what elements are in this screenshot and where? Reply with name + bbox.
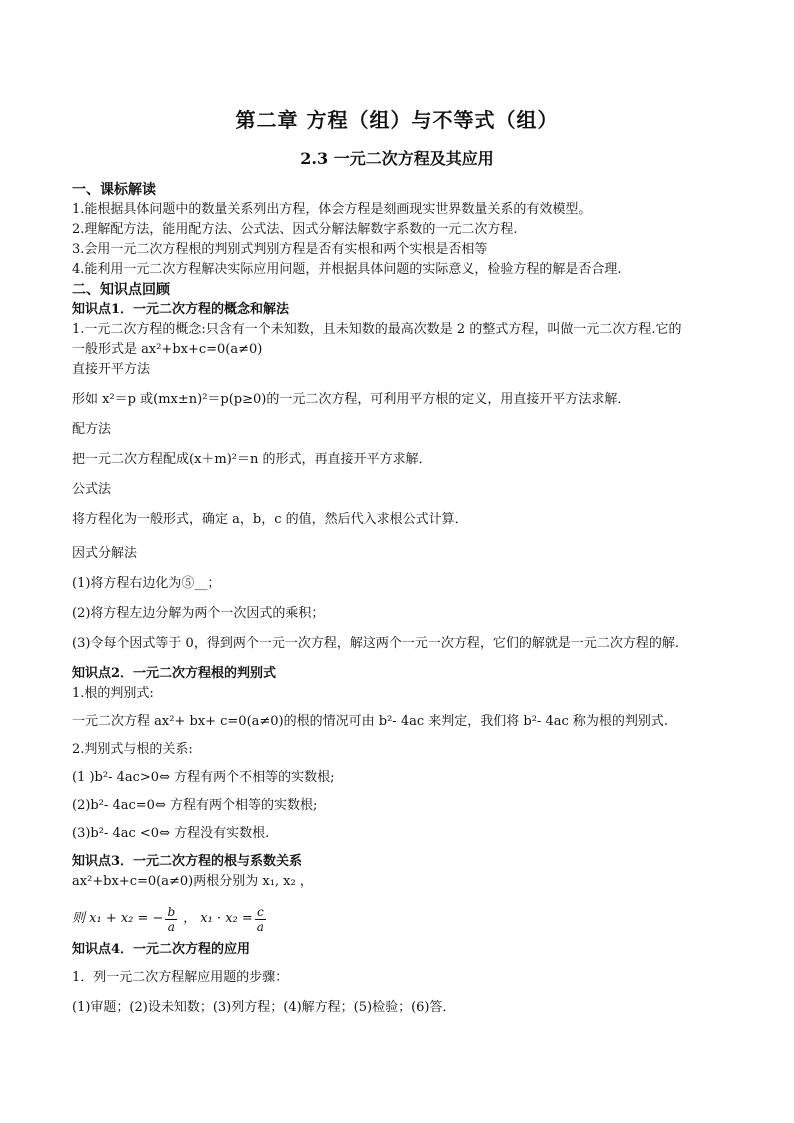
factoring-step-2: (2)将方程左边分解为两个一次因式的乘积；: [72, 606, 325, 621]
method-title-completing-square: 配方法: [72, 422, 112, 437]
fraction-denominator: a: [256, 919, 264, 934]
section-title: 2.3 一元二次方程及其应用: [300, 149, 494, 168]
knowledge-point-4-title: 知识点4．一元二次方程的应用: [72, 942, 251, 957]
method-title-formula: 公式法: [72, 482, 112, 497]
kp2-sub-2: 2.判别式与根的关系:: [72, 742, 193, 757]
standard-line-3: 3.会用一元二次方程根的判别式判别方程是否有实根和两个实根是否相等: [72, 242, 488, 257]
method-title-square-root: 直接开平方法: [72, 362, 151, 377]
kp4-sub-1: 1．列一元二次方程解应用题的步骤：: [72, 970, 289, 985]
discriminant-case-2: (2)b²- 4ac=0⇔ 方程有两个相等的实数根;: [72, 798, 318, 813]
method-text-formula: 将方程化为一般形式，确定 a，b，c 的值，然后代入求根公式计算．: [72, 512, 468, 527]
standard-line-1: 1.能根据具体问题中的数量关系列出方程，体会方程是刻画现实世界数量关系的有效模型。: [72, 202, 592, 217]
kp1-definition-line-1: 1.一元二次方程的概念:只含有一个未知数，且未知数的最高次数是 2 的整式方程，叫做一元二次方程.它的: [72, 322, 682, 337]
fraction-denominator: a: [167, 919, 175, 934]
section-heading-standards: 一、课标解读: [72, 182, 156, 198]
kp2-sub-1: 1.根的判别式:: [72, 686, 154, 701]
vieta-sum-prefix: 则 x₁ + x₂ = −: [72, 911, 164, 926]
discriminant-case-1: (1 )b²- 4ac>0⇔ 方程有两个不相等的实数根;: [72, 770, 335, 785]
fraction-c-over-a: [255, 905, 266, 934]
chapter-title: 第二章 方程（组）与不等式（组）: [235, 108, 559, 132]
vieta-product-prefix: ， x₁ · x₂ =: [183, 911, 253, 926]
fraction-b-over-a: [165, 905, 177, 934]
method-text-completing-square: 把一元二次方程配成(x＋m)²＝n 的形式，再直接开平方求解．: [72, 452, 432, 467]
kp1-definition-line-2: 一般形式是 ax²+bx+c=0(a≠0): [72, 342, 263, 357]
section-heading-review: 二、知识点回顾: [72, 282, 170, 298]
vieta-roots-line: ax²+bx+c=0(a≠0)两根分别为 x₁, x₂ ，: [72, 874, 313, 889]
factoring-step-1: (1)将方程右边化为⑤__；: [72, 576, 221, 591]
knowledge-point-1-title: 知识点1．一元二次方程的概念和解法: [72, 302, 290, 317]
document-body: [72, 180, 732, 1018]
discriminant-case-3: (3)b²- 4ac <0⇔ 方程没有实数根.: [72, 826, 270, 841]
knowledge-point-3-title: 知识点3．一元二次方程的根与系数关系: [72, 854, 303, 869]
method-text-square-root: 形如 x²＝p 或(mx±n)²＝p(p≥0)的一元二次方程，可利用平方根的定义，用直接开平方法求解．: [72, 392, 631, 407]
kp4-steps: (1)审题；(2)设未知数；(3)列方程；(4)解方程；(5)检验；(6)答．: [72, 1000, 456, 1015]
method-title-factoring: 因式分解法: [72, 546, 138, 561]
knowledge-point-2-title: 知识点2．一元二次方程根的判别式: [72, 666, 277, 681]
fraction-numerator: b: [167, 904, 176, 919]
factoring-step-3: (3)令每个因式等于 0，得到两个一元一次方程，解这两个一元一次方程，它们的解就是一元二次方程的解.: [72, 636, 679, 651]
standard-line-2: 2.理解配方法，能用配方法、公式法、因式分解法解数字系数的一元二次方程.: [72, 222, 518, 237]
standard-line-4: 4.能利用一元二次方程解决实际应用问题，并根据具体问题的实际意义，检验方程的解是否合理.: [72, 262, 622, 277]
fraction-numerator: c: [256, 904, 264, 919]
kp2-discriminant-text: 一元二次方程 ax²+ bx+ c=0(a≠0)的根的情况可由 b²- 4ac 来判定，我们将 b²- 4ac 称为根的判别式.: [72, 714, 669, 729]
vieta-formula-line: [72, 902, 732, 936]
